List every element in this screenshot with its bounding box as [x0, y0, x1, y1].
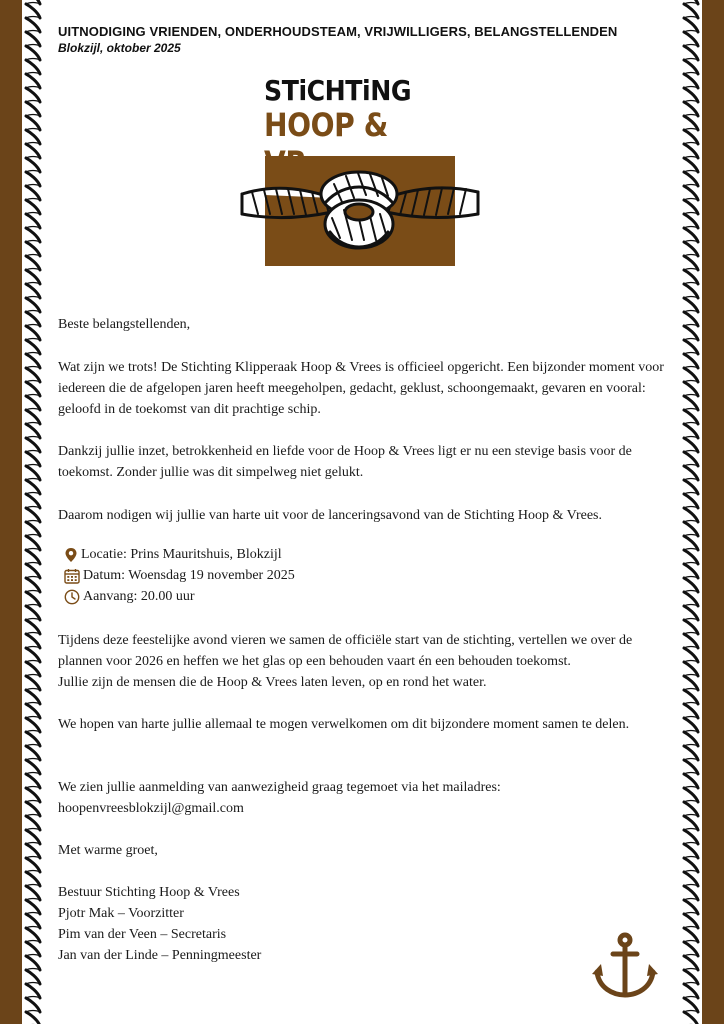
rope-border-right — [680, 0, 702, 1024]
event-location-text: Locatie: Prins Mauritshuis, Blokzijl — [81, 547, 282, 562]
place-date-line: Blokzijl, oktober 2025 — [58, 41, 181, 55]
paragraph-evening: Tijdens deze feestelijke avond vieren we samen de officiële start van de stichting, vertellen we over de plannen voor 2026 en heffen we het glas op een behouden vaart én een behouden toekomst. — [58, 633, 633, 669]
signatory-chair: Pjotr Mak – Voorzitter — [58, 906, 184, 921]
event-location — [64, 545, 282, 565]
event-date-text: Datum: Woensdag 19 november 2025 — [83, 568, 295, 583]
rope-border-left — [22, 0, 44, 1024]
anchor-icon — [589, 930, 661, 1002]
signatory-secretary: Pim van der Veen – Secretaris — [58, 927, 227, 942]
clock-icon — [64, 589, 80, 605]
letter-page — [44, 0, 680, 1024]
email-address[interactable]: hoopenvreesblokzijl@gmail.com — [58, 801, 244, 816]
logo-line-name: HOOP & — [264, 106, 388, 144]
event-start — [64, 587, 195, 607]
rope-knot-icon — [234, 162, 484, 262]
paragraph-thanks: Dankzij jullie inzet, betrokkenheid en liefde voor de Hoop & Vrees ligt er nu een stevige basis voor de toekomst. Zonder jullie was dit simpelweg niet gelukt. — [58, 444, 632, 480]
foundation-logo — [234, 74, 484, 270]
paragraph-welcome: We hopen van harte jullie allemaal te mogen verwelkomen om dit bijzondere moment samen te delen. — [58, 717, 630, 732]
logo-line-stichting: STiCHTiNG — [264, 74, 412, 107]
signatory-board: Bestuur Stichting Hoop & Vrees — [58, 885, 240, 900]
closing-line: Met warme groet, — [58, 843, 158, 858]
event-start-text: Aanvang: 20.00 uur — [83, 589, 195, 604]
greeting: Beste belangstellenden, — [58, 317, 191, 332]
invitation-header: UITNODIGING VRIENDEN, ONDERHOUDSTEAM, VRIJWILLIGERS, BELANGSTELLENDEN — [58, 24, 618, 39]
event-date — [64, 566, 295, 586]
signatory-treasurer: Jan van der Linde – Penningmeester — [58, 948, 262, 963]
paragraph-people: Jullie zijn de mensen die de Hoop & Vrees laten leven, op en rond het water. — [58, 675, 487, 690]
paragraph-founding: Wat zijn we trots! De Stichting Klipperaak Hoop & Vrees is officieel opgericht. Een bijzonder moment voor iedereen die de afgelopen jaren heeft meegeholpen, gedacht, geklust, schoongemaakt, gevaren en vooral: geloofd in de toekomst van dit prachtige schip. — [58, 360, 664, 417]
paragraph-rsvp: We zien jullie aanmelding van aanwezigheid graag tegemoet via het mailadres: — [58, 780, 501, 795]
location-pin-icon — [64, 547, 78, 563]
paragraph-invitation: Daarom nodigen wij jullie van harte uit voor de lanceringsavond van de Stichting Hoop & Vrees. — [58, 508, 602, 523]
calendar-icon — [64, 568, 80, 584]
